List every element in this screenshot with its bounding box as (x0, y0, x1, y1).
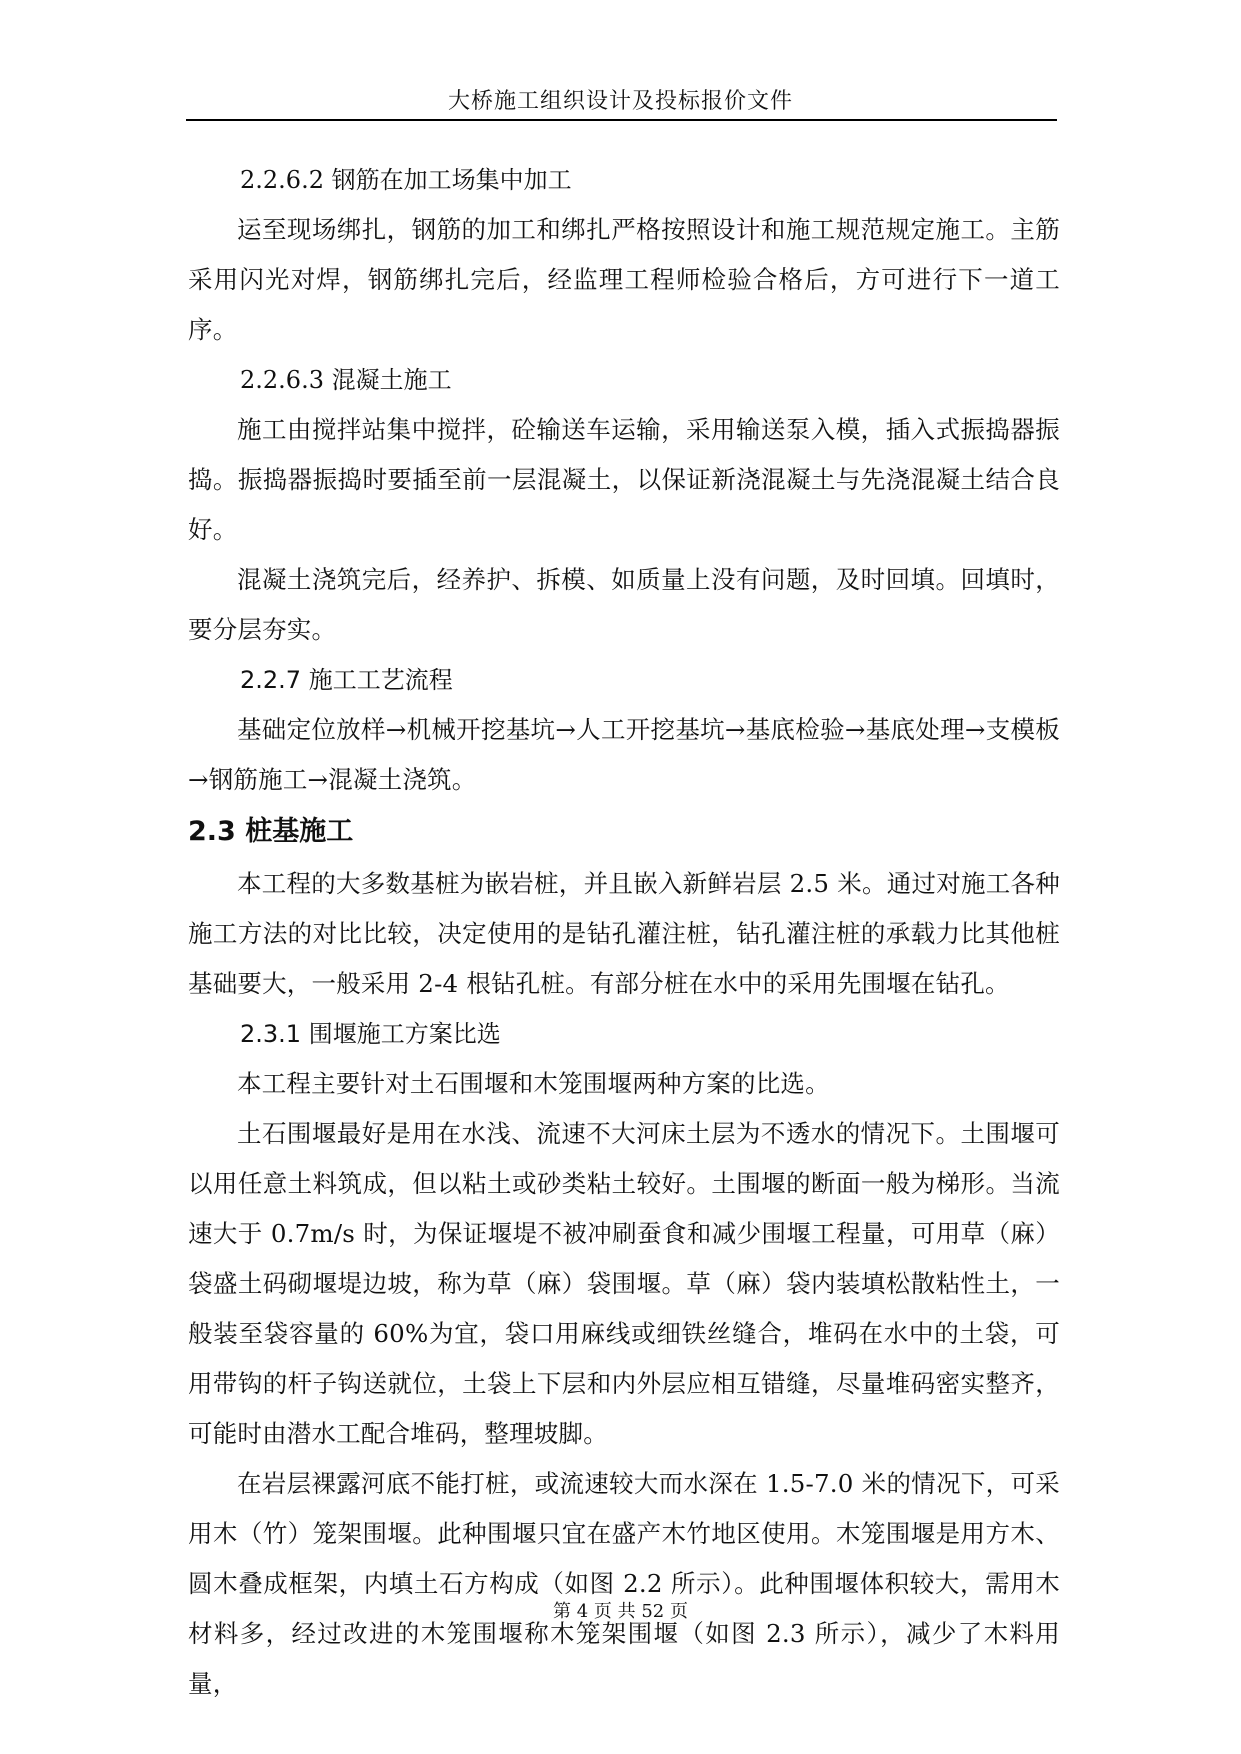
section-heading-2-3: 2.3 桩基施工 (188, 816, 354, 847)
paragraph: 本工程的大多数基桩为嵌岩桩，并且嵌入新鲜岩层 2.5 米。通过对施工各种施工方法的对比比较，决定使用的是钻孔灌注桩，钻孔灌注桩的承载力比其他桩基础要大，一般采用 2-4 根钻孔桩。有部分桩在水中的采用先围堰在钻孔。 (188, 869, 1060, 998)
subheading-2-2-6-2: 2.2.6.2 钢筋在加工场集中加工 (240, 166, 572, 194)
header-rule (186, 119, 1057, 121)
paragraph: 施工由搅拌站集中搅拌，砼输送车运输，采用输送泵入模，插入式振捣器振捣。振捣器振捣时要插至前一层混凝土，以保证新浇混凝土与先浇混凝土结合良好。 (188, 415, 1060, 544)
paragraph: 本工程主要针对土石围堰和木笼围堰两种方案的比选。 (237, 1069, 830, 1098)
page-number-footer: 第 4 页 共 52 页 (553, 1601, 688, 1622)
paragraph: 基础定位放样→机械开挖基坑→人工开挖基坑→基底检验→基底处理→支模板→钢筋施工→混凝土浇筑。 (188, 715, 1060, 794)
subheading-2-2-7: 2.2.7 施工工艺流程 (240, 666, 453, 694)
subheading-2-3-1: 2.3.1 围堰施工方案比选 (240, 1020, 501, 1048)
subheading-2-2-6-3: 2.2.6.3 混凝土施工 (240, 366, 452, 394)
paragraph: 运至现场绑扎，钢筋的加工和绑扎严格按照设计和施工规范规定施工。主筋采用闪光对焊，钢筋绑扎完后，经监理工程师检验合格后，方可进行下一道工序。 (188, 215, 1060, 344)
paragraph: 土石围堰最好是用在水浅、流速不大河床土层为不透水的情况下。土围堰可以用任意土料筑成，但以粘土或砂类粘土较好。土围堰的断面一般为梯形。当流速大于 0.7m/s 时，为保证堰堤不被冲刷蚕食和减少围堰工程量，可用草（麻）袋盛土码砌堰堤边坡，称为草（麻）袋围堰。草（麻）袋内装填松散粘性土，一般装至袋容量的 60%为宜，袋口用麻线或细铁丝缝合，堆码在水中的土袋，可用带钩的杆子钩送就位，土袋上下层和内外层应相互错缝，尽量堆码密实整齐，可能时由潜水工配合堆码，整理坡脚。 (188, 1119, 1060, 1448)
paragraph: 混凝土浇筑完后，经养护、拆模、如质量上没有问题，及时回填。回填时，要分层夯实。 (188, 565, 1060, 644)
body-content (188, 155, 1060, 1709)
header-title: 大桥施工组织设计及投标报价文件 (447, 89, 793, 114)
paragraph: 在岩层裸露河底不能打桩，或流速较大而水深在 1.5-7.0 米的情况下，可采用木（竹）笼架围堰。此种围堰只宜在盛产木竹地区使用。木笼围堰是用方木、圆木叠成框架，内填土石方构成（如图 2.2 所示）。此种围堰体积较大，需用木材料多，经过改进的木笼围堰称木笼架围堰（如图 2.3 所示），减少了木料用量， (188, 1469, 1060, 1698)
